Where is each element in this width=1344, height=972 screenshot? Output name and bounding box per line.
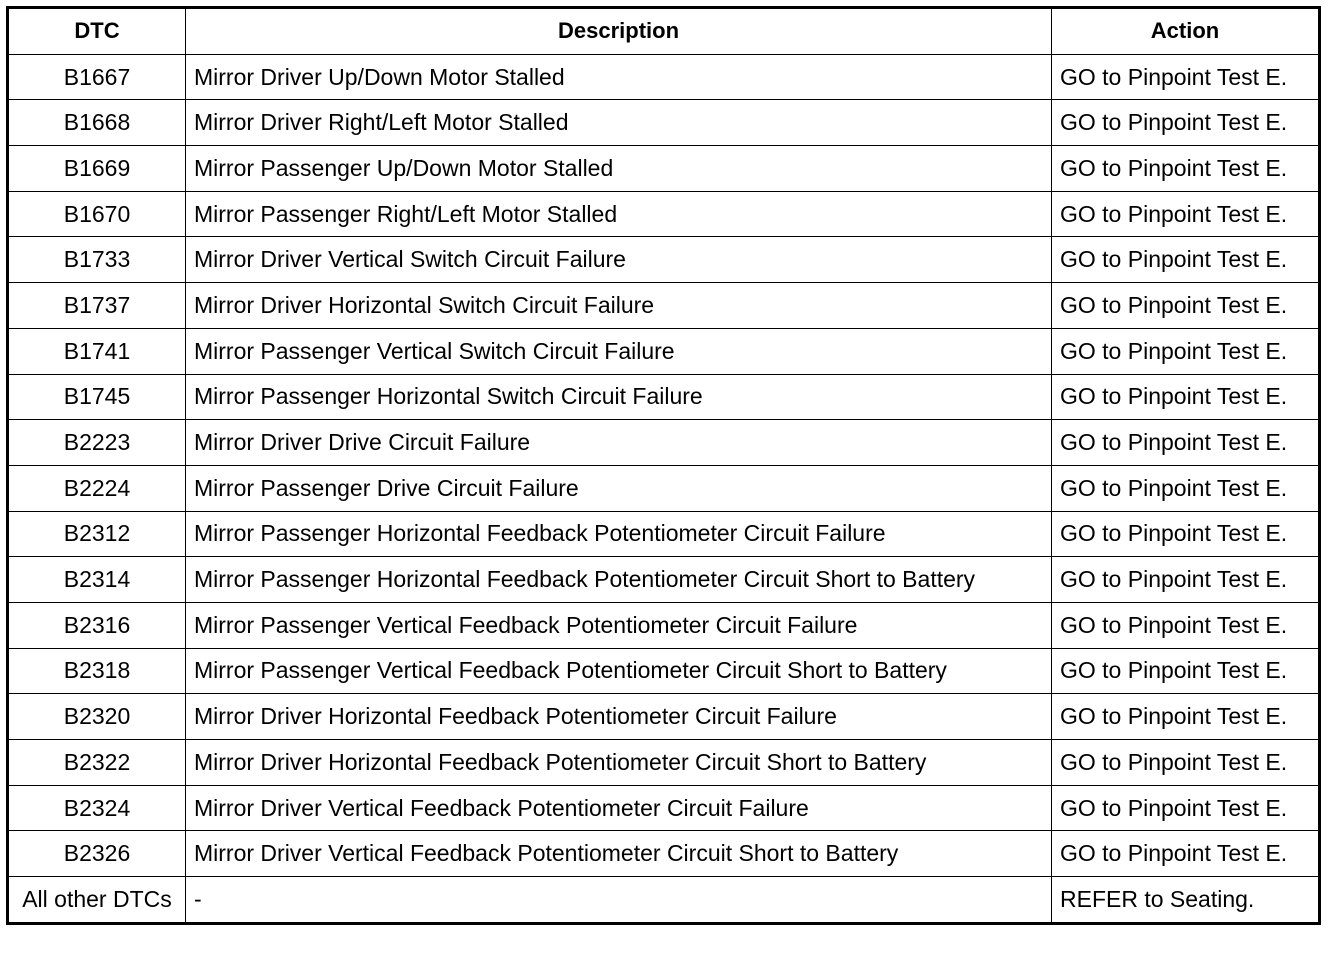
table-row	[8, 374, 1320, 420]
dtc-code-cell: B2326	[8, 831, 186, 877]
dtc-code-cell: B1737	[8, 283, 186, 329]
header-action: Action	[1052, 8, 1320, 55]
description-cell: Mirror Driver Right/Left Motor Stalled	[186, 100, 1052, 146]
dtc-code-cell: B2224	[8, 465, 186, 511]
table-header	[8, 8, 1320, 55]
table-row	[8, 877, 1320, 924]
dtc-code-cell: B1670	[8, 191, 186, 237]
dtc-code-cell: B2223	[8, 420, 186, 466]
dtc-code-cell: B2320	[8, 694, 186, 740]
table-row	[8, 328, 1320, 374]
action-cell: GO to Pinpoint Test E.	[1052, 328, 1320, 374]
dtc-code-cell: B1741	[8, 328, 186, 374]
description-cell: Mirror Driver Vertical Switch Circuit Failure	[186, 237, 1052, 283]
description-cell: Mirror Driver Vertical Feedback Potentiometer Circuit Failure	[186, 785, 1052, 831]
description-cell: Mirror Passenger Horizontal Feedback Potentiometer Circuit Failure	[186, 511, 1052, 557]
table-row	[8, 191, 1320, 237]
action-cell: GO to Pinpoint Test E.	[1052, 420, 1320, 466]
table-row	[8, 602, 1320, 648]
table-row	[8, 740, 1320, 786]
action-cell: GO to Pinpoint Test E.	[1052, 831, 1320, 877]
header-row	[8, 8, 1320, 55]
table-row	[8, 237, 1320, 283]
description-cell: Mirror Driver Horizontal Switch Circuit Failure	[186, 283, 1052, 329]
description-cell: Mirror Passenger Vertical Switch Circuit Failure	[186, 328, 1052, 374]
table-body	[8, 54, 1320, 923]
table-row	[8, 694, 1320, 740]
dtc-code-cell: B2314	[8, 557, 186, 603]
table-row	[8, 511, 1320, 557]
table-row	[8, 831, 1320, 877]
dtc-code-cell: B1745	[8, 374, 186, 420]
dtc-code-cell: B1669	[8, 146, 186, 192]
table-row	[8, 420, 1320, 466]
dtc-code-cell: B1668	[8, 100, 186, 146]
dtc-code-cell: B1733	[8, 237, 186, 283]
table-row	[8, 557, 1320, 603]
header-dtc: DTC	[8, 8, 186, 55]
description-cell: Mirror Passenger Horizontal Switch Circuit Failure	[186, 374, 1052, 420]
description-cell: Mirror Driver Vertical Feedback Potentiometer Circuit Short to Battery	[186, 831, 1052, 877]
action-cell: GO to Pinpoint Test E.	[1052, 100, 1320, 146]
description-cell: Mirror Passenger Vertical Feedback Potentiometer Circuit Failure	[186, 602, 1052, 648]
dtc-code-cell: B2316	[8, 602, 186, 648]
description-cell: Mirror Driver Horizontal Feedback Potentiometer Circuit Failure	[186, 694, 1052, 740]
table-row	[8, 100, 1320, 146]
action-cell: GO to Pinpoint Test E.	[1052, 511, 1320, 557]
action-cell: GO to Pinpoint Test E.	[1052, 557, 1320, 603]
dtc-table	[6, 6, 1321, 925]
dtc-code-cell: B2322	[8, 740, 186, 786]
description-cell: Mirror Passenger Horizontal Feedback Potentiometer Circuit Short to Battery	[186, 557, 1052, 603]
description-cell: Mirror Passenger Right/Left Motor Stalled	[186, 191, 1052, 237]
description-cell: -	[186, 877, 1052, 924]
action-cell: GO to Pinpoint Test E.	[1052, 602, 1320, 648]
action-cell: GO to Pinpoint Test E.	[1052, 374, 1320, 420]
header-description: Description	[186, 8, 1052, 55]
table-row	[8, 146, 1320, 192]
action-cell: GO to Pinpoint Test E.	[1052, 694, 1320, 740]
table-row	[8, 648, 1320, 694]
action-cell: GO to Pinpoint Test E.	[1052, 237, 1320, 283]
description-cell: Mirror Driver Drive Circuit Failure	[186, 420, 1052, 466]
action-cell: GO to Pinpoint Test E.	[1052, 465, 1320, 511]
table-row	[8, 465, 1320, 511]
action-cell: REFER to Seating.	[1052, 877, 1320, 924]
description-cell: Mirror Passenger Vertical Feedback Potentiometer Circuit Short to Battery	[186, 648, 1052, 694]
dtc-code-cell: B1667	[8, 54, 186, 100]
table-row	[8, 54, 1320, 100]
description-cell: Mirror Passenger Drive Circuit Failure	[186, 465, 1052, 511]
table-row	[8, 785, 1320, 831]
table-row	[8, 283, 1320, 329]
action-cell: GO to Pinpoint Test E.	[1052, 740, 1320, 786]
dtc-code-cell: All other DTCs	[8, 877, 186, 924]
action-cell: GO to Pinpoint Test E.	[1052, 146, 1320, 192]
description-cell: Mirror Passenger Up/Down Motor Stalled	[186, 146, 1052, 192]
description-cell: Mirror Driver Up/Down Motor Stalled	[186, 54, 1052, 100]
action-cell: GO to Pinpoint Test E.	[1052, 648, 1320, 694]
action-cell: GO to Pinpoint Test E.	[1052, 54, 1320, 100]
action-cell: GO to Pinpoint Test E.	[1052, 283, 1320, 329]
action-cell: GO to Pinpoint Test E.	[1052, 785, 1320, 831]
action-cell: GO to Pinpoint Test E.	[1052, 191, 1320, 237]
dtc-code-cell: B2318	[8, 648, 186, 694]
dtc-code-cell: B2312	[8, 511, 186, 557]
dtc-code-cell: B2324	[8, 785, 186, 831]
description-cell: Mirror Driver Horizontal Feedback Potentiometer Circuit Short to Battery	[186, 740, 1052, 786]
